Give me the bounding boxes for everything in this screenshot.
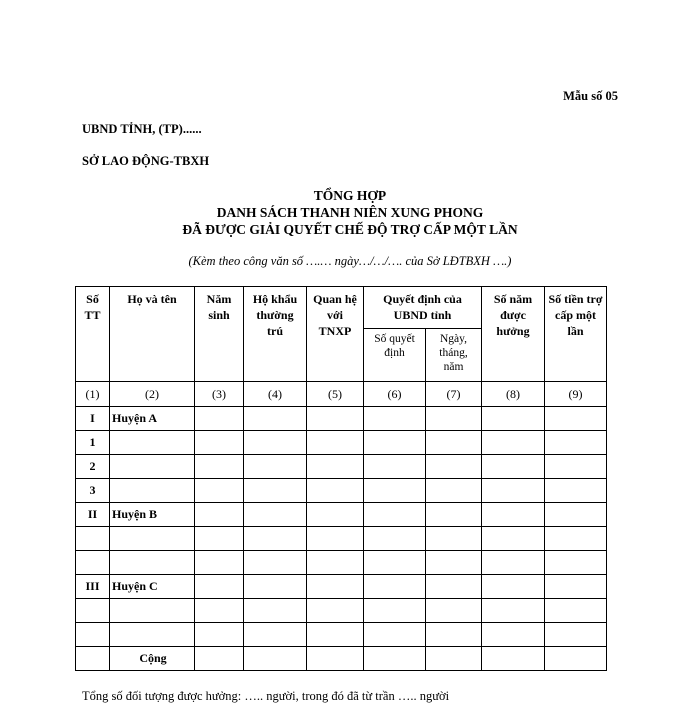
row-index-cell: [76, 527, 110, 551]
table-row: [76, 623, 607, 647]
empty-cell: [482, 479, 545, 503]
row-name-cell: [110, 599, 195, 623]
empty-cell: [364, 503, 426, 527]
empty-cell: [195, 575, 244, 599]
table-row: [76, 599, 607, 623]
row-index-cell: 2: [76, 455, 110, 479]
province-label: UBND TỈNH, (TP)......: [82, 122, 202, 136]
empty-cell: [545, 647, 607, 671]
table-row: [76, 479, 607, 503]
row-name-cell: [110, 431, 195, 455]
header-birth-year: Năm sinh: [195, 287, 244, 382]
empty-cell: [545, 503, 607, 527]
empty-cell: [195, 455, 244, 479]
column-number: (3): [195, 382, 244, 407]
empty-cell: [545, 407, 607, 431]
title-line-3: ĐÃ ĐƯỢC GIẢI QUYẾT CHẾ ĐỘ TRỢ CẤP MỘT LẦN: [182, 222, 518, 237]
title-line-1: TỔNG HỢP: [313, 188, 387, 203]
empty-cell: [244, 623, 307, 647]
empty-cell: [307, 407, 364, 431]
empty-cell: [545, 551, 607, 575]
empty-cell: [545, 623, 607, 647]
empty-cell: [482, 503, 545, 527]
empty-cell: [426, 575, 482, 599]
empty-cell: [244, 647, 307, 671]
empty-cell: [482, 455, 545, 479]
empty-cell: [426, 551, 482, 575]
empty-cell: [307, 599, 364, 623]
empty-cell: [195, 407, 244, 431]
empty-cell: [364, 479, 426, 503]
empty-cell: [545, 527, 607, 551]
header-residence: Hộ khẩu thường trú: [244, 287, 307, 382]
row-index-cell: [76, 551, 110, 575]
row-name-cell: [110, 455, 195, 479]
row-index-cell: II: [76, 503, 110, 527]
empty-cell: [482, 527, 545, 551]
empty-cell: [244, 599, 307, 623]
empty-cell: [307, 431, 364, 455]
column-number: (9): [545, 382, 607, 407]
empty-cell: [426, 479, 482, 503]
header-relation: Quan hệ với TNXP: [307, 287, 364, 382]
header-name: Họ và tên: [110, 287, 195, 382]
empty-cell: [195, 527, 244, 551]
empty-cell: [364, 623, 426, 647]
empty-cell: [426, 455, 482, 479]
row-name-cell: [110, 623, 195, 647]
empty-cell: [545, 575, 607, 599]
empty-cell: [244, 527, 307, 551]
row-name-cell: [110, 527, 195, 551]
table-row: [76, 647, 607, 671]
empty-cell: [244, 479, 307, 503]
empty-cell: [195, 599, 244, 623]
row-index-cell: [76, 647, 110, 671]
empty-cell: [307, 551, 364, 575]
empty-cell: [307, 647, 364, 671]
empty-cell: [364, 551, 426, 575]
empty-cell: [482, 599, 545, 623]
empty-cell: [307, 527, 364, 551]
row-index-cell: [76, 599, 110, 623]
header-decision-group: Quyết định của UBND tỉnh: [364, 287, 482, 329]
empty-cell: [195, 551, 244, 575]
table-row: [76, 431, 607, 455]
empty-cell: [364, 527, 426, 551]
column-number: (4): [244, 382, 307, 407]
department-label: SỞ LAO ĐỘNG-TBXH: [82, 154, 210, 168]
empty-cell: [307, 623, 364, 647]
column-number: (7): [426, 382, 482, 407]
empty-cell: [195, 503, 244, 527]
empty-cell: [426, 623, 482, 647]
row-name-cell: [110, 479, 195, 503]
empty-cell: [426, 527, 482, 551]
empty-cell: [545, 455, 607, 479]
row-index-cell: I: [76, 407, 110, 431]
empty-cell: [364, 455, 426, 479]
header-years: Số năm được hưởng: [482, 287, 545, 382]
table-row: [76, 407, 607, 431]
row-index-cell: 3: [76, 479, 110, 503]
empty-cell: [364, 647, 426, 671]
row-name-cell: Huyện C: [110, 575, 195, 599]
row-index-cell: III: [76, 575, 110, 599]
empty-cell: [244, 455, 307, 479]
empty-cell: [364, 575, 426, 599]
empty-cell: [482, 575, 545, 599]
row-index-cell: [76, 623, 110, 647]
empty-cell: [307, 503, 364, 527]
row-name-cell: Cộng: [110, 647, 195, 671]
empty-cell: [244, 575, 307, 599]
column-number-row: [76, 382, 607, 407]
row-name-cell: [110, 551, 195, 575]
empty-cell: [195, 431, 244, 455]
empty-cell: [482, 647, 545, 671]
empty-cell: [426, 407, 482, 431]
empty-cell: [195, 479, 244, 503]
empty-cell: [426, 431, 482, 455]
empty-cell: [244, 503, 307, 527]
empty-cell: [195, 647, 244, 671]
empty-cell: [426, 647, 482, 671]
empty-cell: [244, 431, 307, 455]
header-stt: Số TT: [76, 287, 110, 382]
table-row: [76, 455, 607, 479]
empty-cell: [482, 431, 545, 455]
empty-cell: [482, 551, 545, 575]
row-index-cell: 1: [76, 431, 110, 455]
empty-cell: [195, 623, 244, 647]
empty-cell: [244, 407, 307, 431]
table-row: [76, 551, 607, 575]
title-line-2: DANH SÁCH THANH NIÊN XUNG PHONG: [216, 205, 484, 220]
empty-cell: [482, 407, 545, 431]
empty-cell: [364, 407, 426, 431]
table-row: [76, 503, 607, 527]
form-number: Mẫu số 05: [563, 89, 618, 103]
empty-cell: [545, 431, 607, 455]
empty-cell: [307, 575, 364, 599]
row-name-cell: Huyện A: [110, 407, 195, 431]
empty-cell: [545, 599, 607, 623]
empty-cell: [545, 479, 607, 503]
empty-cell: [364, 599, 426, 623]
empty-cell: [244, 551, 307, 575]
empty-cell: [307, 479, 364, 503]
column-number: (1): [76, 382, 110, 407]
table-row: [76, 527, 607, 551]
row-name-cell: Huyện B: [110, 503, 195, 527]
summary-table: [75, 286, 607, 671]
empty-cell: [307, 455, 364, 479]
footer-summary: Tổng số đối tượng được hưởng: ….. người, trong đó đã từ trần ….. người: [82, 689, 450, 703]
column-number: (6): [364, 382, 426, 407]
empty-cell: [426, 503, 482, 527]
reference-note: (Kèm theo công văn số ….… ngày…/…/…. của Sở LĐTBXH ….): [188, 254, 512, 268]
empty-cell: [426, 599, 482, 623]
column-number: (5): [307, 382, 364, 407]
table-row: [76, 575, 607, 599]
empty-cell: [482, 623, 545, 647]
empty-cell: [364, 431, 426, 455]
header-decision-date: Ngày, tháng, năm: [426, 329, 482, 382]
column-number: (8): [482, 382, 545, 407]
column-number: (2): [110, 382, 195, 407]
header-decision-number: Số quyết định: [364, 329, 426, 382]
header-amount: Số tiền trợ cấp một lần: [545, 287, 607, 382]
document-title: [0, 187, 700, 238]
